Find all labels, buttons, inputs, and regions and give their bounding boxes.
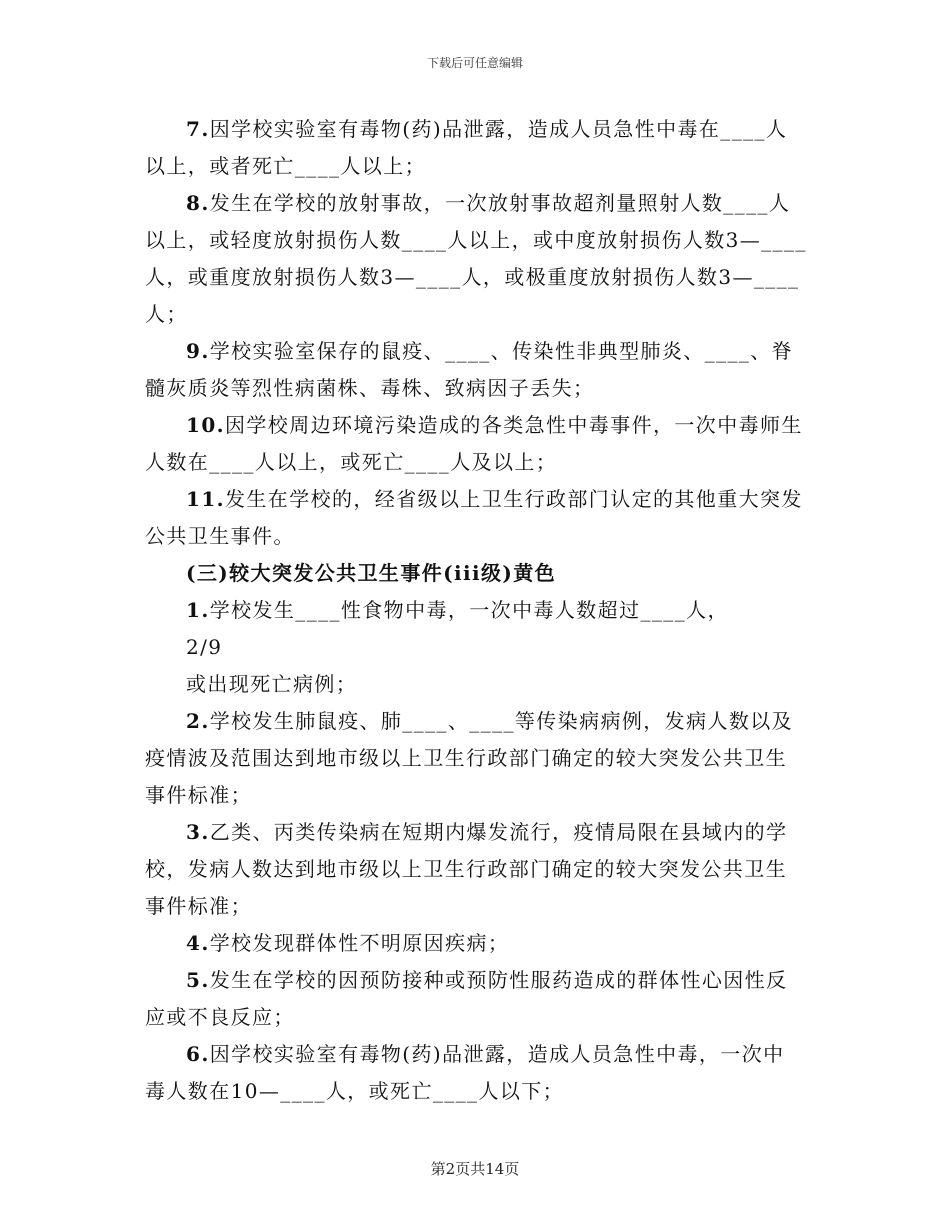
item-text: 发生在学校的，经省级以上卫生行政部门认定的其他重大突发 bbox=[225, 487, 803, 511]
page-footer: 第2页共14页 bbox=[430, 1160, 520, 1178]
item-10-line-1 bbox=[186, 412, 816, 438]
item-text: 乙类、丙类传染病在短期内爆发流行，疫情局限在县域内的学 bbox=[209, 820, 788, 844]
item-number: 3. bbox=[186, 820, 210, 844]
item-text: 因学校实验室有毒物(药)品泄露，造成人员急性中毒在____人 bbox=[209, 117, 788, 141]
item-8-line-3: 人，或重度放射损伤人数3—____人，或极重度放射损伤人数3—____ bbox=[145, 265, 800, 289]
item-number: 7. bbox=[186, 117, 210, 141]
item-11-line-1 bbox=[186, 486, 816, 512]
item-number: 2. bbox=[186, 709, 210, 733]
item-3-line-2: 校，发病人数达到地市级以上卫生行政部门确定的较大突发公共卫生 bbox=[145, 857, 787, 881]
item-number: 9. bbox=[186, 339, 210, 363]
item-text: 学校实验室保存的鼠疫、____、传染性非典型肺炎、____、脊 bbox=[209, 339, 794, 363]
item-10-line-2: 人数在____人以上，或死亡____人及以上； bbox=[145, 450, 558, 474]
item-9-line-2: 髓灰质炎等烈性病菌株、毒株、致病因子丢失； bbox=[145, 376, 595, 400]
item-7-line-2: 以上，或者死亡____人以上； bbox=[145, 154, 426, 178]
item-2-line-1 bbox=[186, 708, 816, 734]
item-8-line-1 bbox=[186, 190, 816, 216]
item-number: 11. bbox=[186, 487, 225, 511]
item-text: 发生在学校的因预防接种或预防性服药造成的群体性心因性反 bbox=[209, 968, 788, 992]
item-6-line-1 bbox=[186, 1041, 816, 1067]
item-7-line-1 bbox=[186, 116, 816, 142]
item-11-line-2: 公共卫生事件。 bbox=[145, 524, 295, 548]
item-9-line-1 bbox=[186, 338, 816, 364]
item-2-line-2: 疫情波及范围达到地市级以上卫生行政部门确定的较大突发公共卫生 bbox=[145, 746, 787, 770]
item-2-line-3: 事件标准； bbox=[145, 783, 252, 807]
item-number: 1. bbox=[186, 598, 210, 622]
item-3-line-1 bbox=[186, 819, 816, 845]
item-number: 5. bbox=[186, 968, 210, 992]
item-8-line-4: 人； bbox=[145, 302, 188, 326]
item-text: 发生在学校的放射事故，一次放射事故超剂量照射人数____人 bbox=[209, 191, 791, 215]
item-5-line-1 bbox=[186, 967, 816, 993]
item-5-line-2: 应或不良反应； bbox=[145, 1005, 295, 1029]
item-number: 8. bbox=[186, 191, 210, 215]
item-3-line-3: 事件标准； bbox=[145, 894, 252, 918]
item-number: 4. bbox=[186, 931, 210, 955]
item-text: 因学校实验室有毒物(药)品泄露，造成人员急性中毒，一次中 bbox=[209, 1042, 785, 1066]
item-8-line-2: 以上，或轻度放射损伤人数____人以上，或中度放射损伤人数3—____ bbox=[145, 228, 807, 252]
page-header: 下载后可任意编辑 bbox=[426, 56, 523, 70]
item-text: 学校发生肺鼠疫、肺____、____等传染病病例，发病人数以及 bbox=[209, 709, 794, 733]
item-1-line-2: 或出现死亡病例； bbox=[186, 672, 358, 696]
page-fraction: 2/9 bbox=[186, 635, 223, 659]
item-6-line-2: 毒人数在10—____人，或死亡____人以下； bbox=[145, 1079, 565, 1103]
item-text: 学校发现群体性不明原因疾病； bbox=[209, 931, 510, 955]
item-1-line-1 bbox=[186, 597, 816, 623]
item-4-line-1 bbox=[186, 930, 816, 956]
item-number: 10. bbox=[186, 413, 225, 437]
item-text: 学校发生____性食物中毒，一次中毒人数超过____人， bbox=[209, 598, 729, 622]
section-heading: (三)较大突发公共卫生事件(iii级)黄色 bbox=[186, 561, 557, 585]
item-number: 6. bbox=[186, 1042, 210, 1066]
item-text: 因学校周边环境污染造成的各类急性中毒事件，一次中毒师生 bbox=[225, 413, 803, 437]
